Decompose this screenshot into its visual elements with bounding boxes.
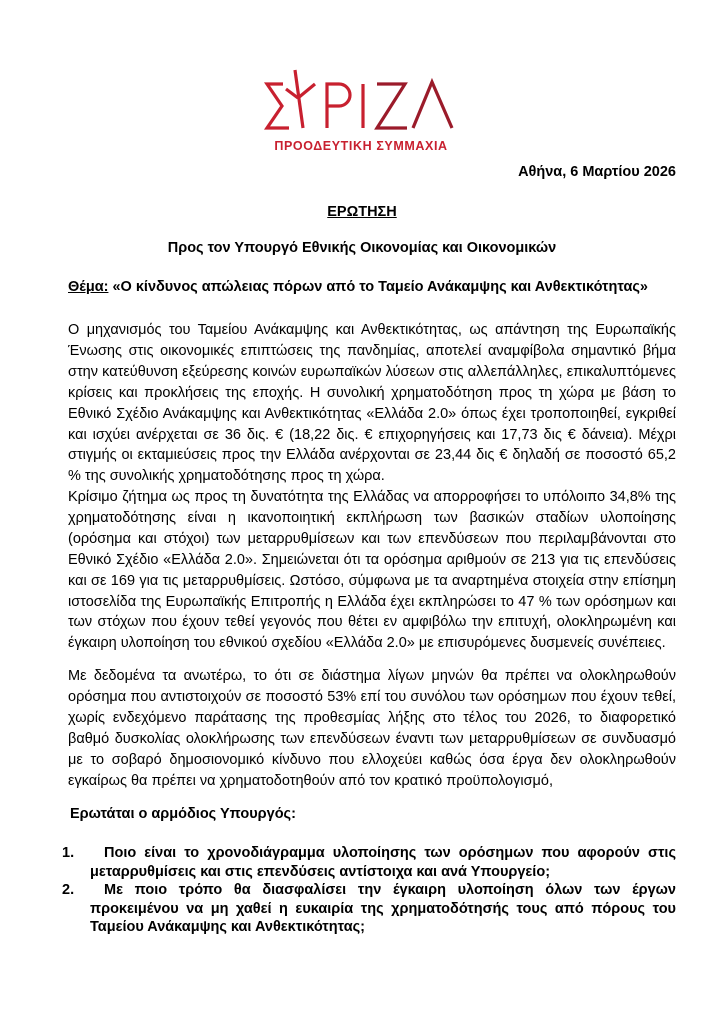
question-item [62,881,676,937]
body-paragraph: Ο μηχανισμός του Ταμείου Ανάκαμψης και Ανθεκτικότητας, ως απάντηση της Ευρωπαϊκής Ένωσης στις οικονομικές επιπτώσεις της πανδημίας, αποτελεί αναμφίβολα σημαντικό βήμα στην κατεύθυνση εξεύρεσης κοινών ευρωπαϊκών λύσεων στις αλλεπάλληλες, επικαλυπτόμενες κρίσεις και προκλήσεις της εποχής. Η συνολική χρηματοδότηση προς τη χώρα με βάση το Εθνικό Σχέδιο Ανάκαμψης και Ανθεκτικότητας «Ελλάδα 2.0» όπως έχει τροποποιηθεί, εγκριθεί και ισχύει ανέρχεται σε 36 δις. € (18,22 δις. € επιχορηγήσεις και 17,73 δις € δάνεια). Μέχρι στιγμής οι εκταμιεύσεις προς την Ελλάδα ανέρχονται σε 23,44 δις € δηλαδή σε ποσοστό 65,2 % της συνολικής χρηματοδότησης προς τη χώρα. [68,322,676,485]
body-paragraph: Κρίσιμο ζήτημα ως προς τη δυνατότητα της Ελλάδας να απορροφήσει το υπόλοιπο 34,8% της χρηματοδότησης είναι η ικανοποιητική εκπλήρωση των βασικών σταδίων υλοποίησης (ορόσημα και στόχοι) των μεταρρυθμίσεων και των επενδύσεων που περιλαμβάνονται στο Εθνικό Σχέδιο «Ελλάδα 2.0». Σημειώνεται ότι τα ορόσημα αριθμούν σε 213 για τις επενδύσεις και σε 169 για τις μεταρρυθμίσεις. Ωστόσο, σύμφωνα με τα αναρτημένα στοιχεία στην επίσημη ιστοσελίδα της Ευρωπαϊκής Επιτροπής η Ελλάδα έχει εκπληρώσει το 47 % των ορόσημων και των στόχων που έχουν τεθεί γεγονός που θέτει εν αμφιβόλω την επιτυχή, ολοκληρωμένη και έγκαιρη υλοποίηση του εθνικού σχεδίου «Ελλάδα 2.0» με επισυρόμενες δυσμενείς συνέπειες. [68,489,676,652]
subject-text: «Ο κίνδυνος απώλειας πόρων από το Ταμείο Ανάκαμψης και Ανθεκτικότητας» [108,279,648,295]
recipient-line: Προς τον Υπουργό Εθνικής Οικονομίας και Οικονομικών [167,240,557,256]
question-item [62,844,676,881]
party-logo [255,62,470,157]
question-text: Με ποιο τρόπο θα διασφαλίσει την έγκαιρη υλοποίηση όλων των έργων προκειμένου να μη χαθεί η ευκαιρία της χρηματοδότησής τους από πόρους του Ταμείου Ανάκαμψης και Ανθεκτικότητας; [90,882,676,935]
document-date: Αθήνα, 6 Μαρτίου 2026 [518,164,676,180]
question-text: Ποιο είναι το χρονοδιάγραμμα υλοποίησης των ορόσημων που αφορούν στις μεταρρυθμίσεις και στις επενδύσεις αντίστοιχα και ανά Υπουργείο; [90,845,676,880]
subject-label: Θέμα: [68,279,109,295]
question-list [62,844,676,937]
subject-line [68,279,688,295]
question-heading: Ερωτάται ο αρμόδιος Υπουργός: [70,806,296,822]
document-type-heading: ΕΡΩΤΗΣΗ [327,204,397,220]
question-number: 2. [62,882,75,898]
logo-tagline: ΠΡΟΟΔΕΥΤΙΚΗ ΣΥΜΜΑΧΙΑ [274,139,448,153]
question-number: 1. [62,845,75,861]
body-paragraph: Με δεδομένα τα ανωτέρω, το ότι σε διάστημα λίγων μηνών θα πρέπει να ολοκληρωθούν ορόσημα που αντιστοιχούν σε ποσοστό 53% επί του συνόλου των ορόσημων που έχουν τεθεί, χωρίς ενδεχόμενο παράτασης της προθεσμίας λήξης στο τέλος του 2026, το διαφορετικό βαθμό δυσκολίας ολοκλήρωσης των επενδύσεων έναντι των μεταρρυθμίσεων σε συνδυασμό με το σοβαρό δημοσιονομικό κίνδυνο που ελλοχεύει καθώς όσα έργα δεν ολοκληρωθούν εγκαίρως θα πρέπει να χρηματοδοτηθούν από τον κρατικό προϋπολογισμό, [68,668,676,789]
